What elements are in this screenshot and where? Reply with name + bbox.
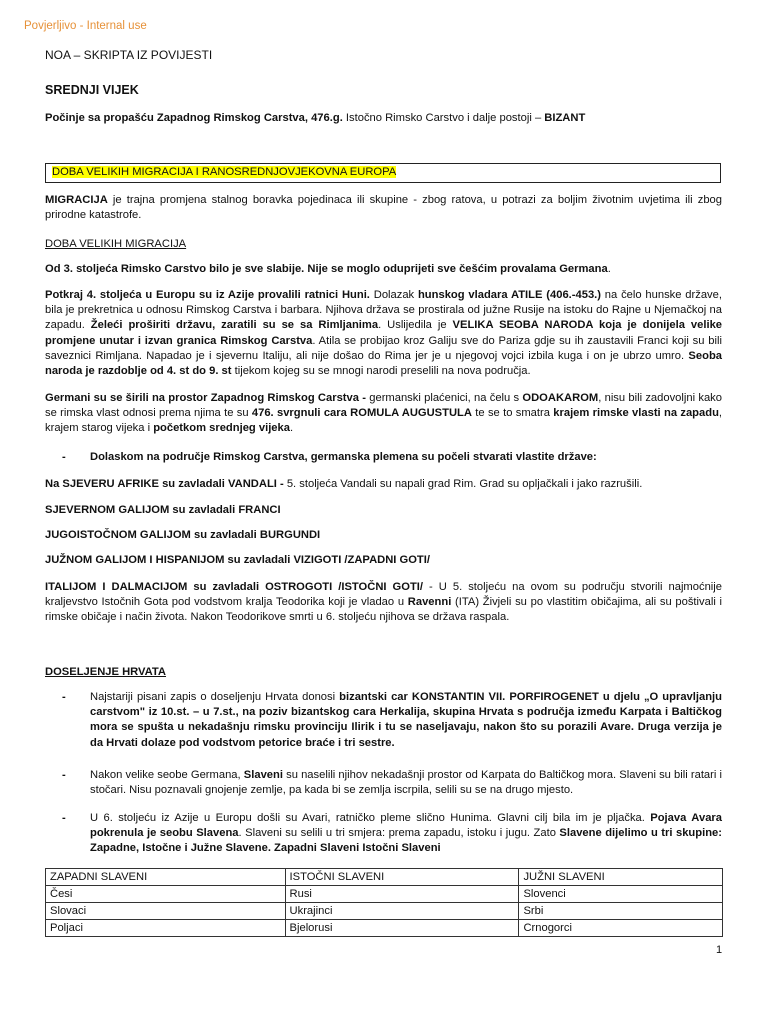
- franci-paragraph: [45, 503, 722, 518]
- table-cell: Slovenci: [519, 886, 723, 903]
- vizigoti-text: JUŽNOM GALIJOM I HISPANIJOM su zavladali VIZIGOTI /ZAPADNI GOTI/: [45, 554, 430, 566]
- hrvati-item-1-text: [90, 690, 722, 751]
- huni-s2: Dolazak: [369, 289, 418, 301]
- huni-s10: tijekom kojeg su se mnogi narodi preselili na nova područja.: [231, 365, 531, 378]
- table-cell: Crnogorci: [519, 920, 723, 937]
- huni-s4: na čelo hunske države, bila je prekretnica u odnosu Rimskog Carstva i barbara. Njihova država se prostirala od južne Rusije na istoku do Rajne u Njemačkoj na zapadu.: [45, 289, 722, 332]
- classification-label: Povjerljivo - Internal use: [24, 20, 147, 32]
- intro-text: Istočno Rimsko Carstvo i dalje postoji –: [342, 112, 545, 124]
- dash-bullet: -: [62, 812, 66, 824]
- huni-s3: hunskog vladara ATILE (406.-453.): [417, 289, 601, 301]
- od3-end: .: [607, 263, 611, 275]
- germani-s6: te se to smatra: [471, 407, 554, 420]
- germani-paragraph: [45, 391, 722, 437]
- franci-text: SJEVERNOM GALIJOM su zavladali FRANCI: [45, 504, 281, 516]
- hrvati-2-s3: su naselili njihov nekadašnji prostor od Karpata do Baltičkog mora. Slaveni su bili ratari i stočari. Nisu poznavali gnojenje zemlje, pa kada bi se zemlja iscrpila, selili su se na drugo mjesto.: [90, 769, 723, 797]
- ostrogoti-s4: (ITA) Živjeli su po vlastitim običajima, ali su poštivali i rimske običaje i način života. Nakon Teodorikove smrti u 6. stoljeću njihova se država raspala.: [45, 596, 723, 624]
- column-header: ZAPADNI SLAVENI: [46, 869, 286, 886]
- huni-s8: . Atila se probijao kroz Galiju sve do Pariza gdje su ih zaustavili Franci koji su bili saveznici Rimljana. Napadao je i sjevernu Italiju, ali nije došao do Rima jer je u njegovoj vojci izbila kuga i on je ubrzo umro.: [45, 334, 722, 362]
- huni-s9: Seoba naroda je razdoblje od 4. st do 9. st: [45, 349, 722, 378]
- table-row: [46, 903, 723, 920]
- ostrogoti-s1: ITALIJOM I DALMACIJOM su zavladali OSTROGOTI /ISTOČNI GOTI/: [45, 581, 423, 593]
- section-box: [45, 163, 721, 183]
- hrvati-list-item-1: [64, 690, 722, 751]
- table-cell: Bjelorusi: [285, 920, 519, 937]
- germani-s7: krajem rimske vlasti na zapadu: [553, 407, 719, 420]
- intro-bold: Počinje sa propašću Zapadnog Rimskog Carstva, 476.g.: [45, 112, 343, 124]
- page-number: 1: [716, 944, 723, 956]
- ostrogoti-s3: Ravenni: [407, 596, 452, 609]
- hrvati-heading-text: DOSELJENJE HRVATA: [45, 666, 167, 678]
- germani-s8: , krajem starog vijeka i: [45, 407, 723, 435]
- hrvati-2-s1: Nakon velike seobe Germana,: [90, 769, 244, 781]
- germani-s10: .: [289, 422, 294, 435]
- migracija-paragraph: [45, 193, 722, 223]
- huni-s6: . Uslijedila je: [378, 319, 453, 332]
- column-header: JUŽNI SLAVENI: [519, 869, 723, 886]
- hrvati-3-s1: U 6. stoljeću iz Azije u Europu došli su Avari, ratničko pleme slično Hunima. Glavni cilj bila im je pljačka.: [90, 812, 651, 824]
- intro-bizant: BIZANT: [544, 112, 586, 124]
- table-row: [46, 920, 723, 937]
- document-title: NOA – SKRIPTA IZ POVIJESTI: [45, 48, 213, 62]
- od3-paragraph: [45, 262, 722, 277]
- hrvati-2-s2: Slaveni: [243, 769, 283, 781]
- hrvati-heading: [45, 665, 722, 680]
- hrvati-list-item-3: [64, 811, 722, 857]
- intro-paragraph: [45, 111, 722, 126]
- germani-s1: Germani su se širili na prostor Zapadnog Rimskog Carstva -: [45, 392, 366, 404]
- germani-s3: ODOAKAROM: [522, 392, 599, 404]
- germani-s9: početkom srednjeg vijeka: [153, 422, 290, 435]
- hrvati-1-s1: Najstariji pisani zapis o doseljenju Hrvata donosi: [90, 691, 340, 703]
- vandali-bold: Na SJEVERU AFRIKE su zavladali VANDALI -: [45, 478, 284, 490]
- ostrogoti-s2: - U 5. stoljeću na ovom su području stvorili najmoćnije kraljevstvo Istočnih Gota pod vodstvom kralja Teodorika koji je vladao u: [45, 581, 722, 609]
- od3-bold: Od 3. stoljeća Rimsko Carstvo bilo je sve slabije. Nije se moglo oduprijeti sve češćim provalama Germana: [45, 263, 608, 275]
- hrvati-3-s4: Slavene dijelimo u tri skupine: Zapadne, Istočne i Južne Slavene. Zapadni Slaveni Istočni Slaveni: [90, 827, 722, 855]
- table-cell: Ukrajinci: [285, 903, 519, 920]
- germani-s4: , nisu bili zadovoljni kako se rimska vlast odnosi prema njima te su: [45, 392, 722, 420]
- burgundi-paragraph: [45, 528, 722, 543]
- table-cell: Srbi: [519, 903, 723, 920]
- hrvati-list-item-2: [64, 768, 722, 798]
- hrvati-1-s2: bizantski car KONSTANTIN VII. PORFIROGENET u djelu „O upravljanju carstvom" iz 10.st. – u 7.st., na poziv bizantskog cara Herkalija, skupina Hrvata s područja između Karpata i Baltičkog mora se spušta u nekadašnju rimsku provinciju Ilirik i tu se naseljavaju, nakon što su porazili Avare. Druga verzija je da Hrvati dolaze pod vodstvom petorice braće i tri sestre.: [90, 691, 722, 749]
- germanska-list-item: [64, 450, 722, 465]
- hrvati-3-s2: Pojava Avara pokrenula je seobu Slavena: [90, 812, 722, 840]
- table-cell: Rusi: [285, 886, 519, 903]
- burgundi-text: JUGOISTOČNOM GALIJOM su zavladali BURGUNDI: [45, 529, 321, 541]
- hrvati-3-s3: . Slaveni su selili u tri smjera: prema zapadu, istoku i jugu. Zato: [238, 827, 560, 840]
- doba-heading: DOBA VELIKIH MIGRACIJA: [45, 238, 187, 250]
- migracija-term: MIGRACIJA: [45, 194, 108, 206]
- table-row: [46, 886, 723, 903]
- germani-s5: 476. svrgnuli cara ROMULA AUGUSTULA: [251, 407, 472, 420]
- ostrogoti-paragraph: [45, 580, 722, 626]
- section-box-title: DOBA VELIKIH MIGRACIJA I RANOSREDNJOVJEKOVNA EUROPA: [52, 166, 397, 178]
- dash-bullet: -: [62, 691, 66, 703]
- vandali-text: 5. stoljeća Vandali su napali grad Rim. Grad su opljačkali i jako razrušili.: [283, 478, 643, 490]
- section-title: [45, 83, 722, 98]
- slaveni-table: [45, 868, 723, 937]
- vizigoti-paragraph: [45, 553, 722, 568]
- germanska-text: Dolaskom na područje Rimskog Carstva, germanska plemena su počeli stvarati vlastite države:: [90, 451, 597, 463]
- huni-s7: VELIKA SEOBA NARODA koja je donijela velike promjene unutar i izvan granica Rimskog Carstva: [45, 319, 723, 347]
- hrvati-item-2-text: [90, 768, 722, 798]
- vandali-paragraph: [45, 477, 722, 492]
- table-header-row: [46, 869, 723, 886]
- section-title-text: SREDNJI VIJEK: [45, 83, 139, 97]
- huni-s5: Želeći proširiti državu, zaratili su se sa Rimljanima: [90, 319, 379, 332]
- hrvati-item-3-text: [90, 811, 722, 857]
- table-cell: Poljaci: [46, 920, 286, 937]
- dash-bullet: -: [62, 769, 66, 781]
- huni-s1: Potkraj 4. stoljeća u Europu su iz Azije provalili ratnici Huni.: [45, 289, 370, 301]
- huni-paragraph: [45, 288, 722, 379]
- germani-s2: germanski plaćenici, na čelu s: [365, 392, 523, 404]
- table-cell: Slovaci: [46, 903, 286, 920]
- migracija-definition: je trajna promjena stalnog boravka pojedinaca ili skupine - zbog ratova, u potrazi za boljim životnim uvjetima ili zbog prirodne katastrofe.: [45, 194, 722, 222]
- table-cell: Česi: [46, 886, 286, 903]
- column-header: ISTOČNI SLAVENI: [285, 869, 519, 886]
- dash-bullet: -: [62, 451, 66, 463]
